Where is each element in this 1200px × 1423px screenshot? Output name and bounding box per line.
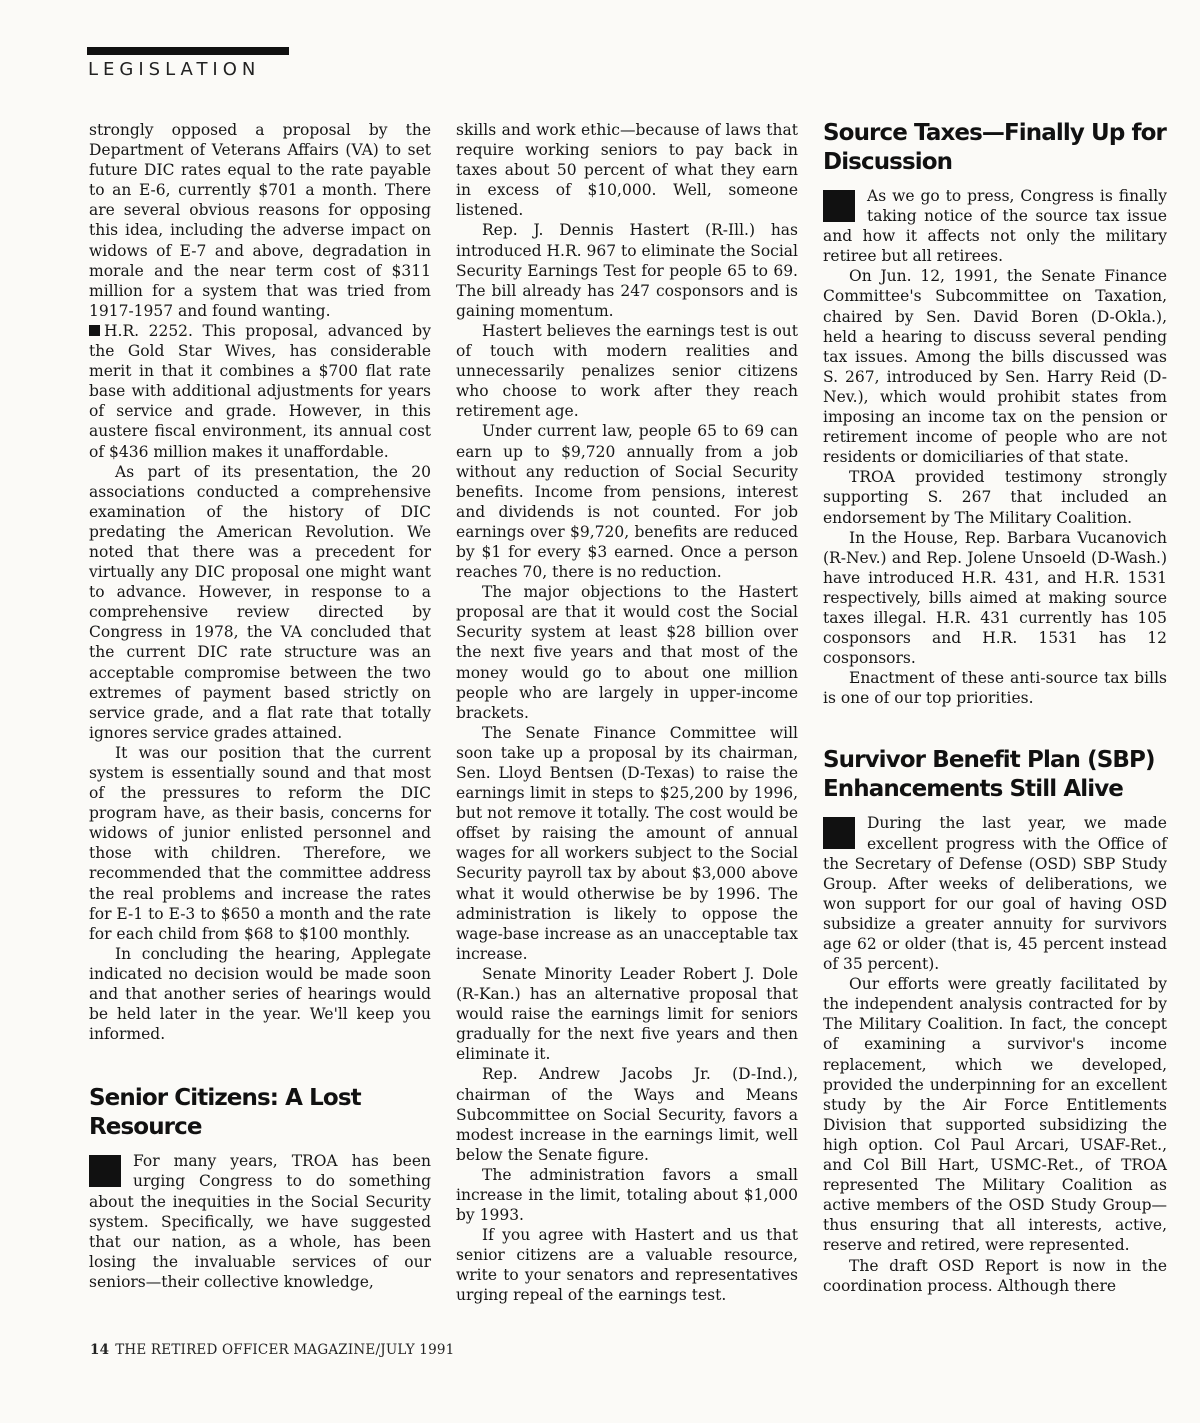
paragraph: skills and work ethic—because of laws that require working seniors to pay back in taxes about 50 percent of what they earn in excess of $10,000. Well, someone listened.: [456, 121, 798, 220]
paragraph: Rep. J. Dennis Hastert (R-Ill.) has introduced H.R. 967 to eliminate the Social Security Earnings Test for people 65 to 69. The bill already has 247 cosponsors and is gaining momentum.: [456, 221, 798, 320]
paragraph: If you agree with Hastert and us that senior citizens are a valuable resource, write to your senators and representatives urging repeal of the earnings test.: [456, 1226, 798, 1305]
paragraph: Our efforts were greatly facilitated by the independent analysis contracted for by The Military Coalition. In fact, the concept of examining a survivor's income replacement, which we developed, provided the underpinning for an excellent study by the Air Force Entitlements Division that supported subsidizing the high option. Col Paul Arcari, USAF-Ret., and Col Bill Hart, USMC-Ret., of TROA represented The Military Coalition as active members of the OSD Study Group—thus ensuring that all interests, active, reserve and retired, were represented.: [823, 975, 1167, 1255]
paragraph: [823, 813, 1167, 974]
paragraph-text: During the last year, we made excellent progress with the Office of the Secretary of Defense (OSD) SBP Study Group. After weeks of deliberations, we won support for our goal of having OSD subsidize a greater annuity for survivors age 62 or older (that is, 45 percent instead of 35 percent).: [823, 814, 1167, 974]
paragraph-text: For many years, TROA has been urging Congress to do something about the inequities in the Social Security system. Specifically, we have suggested that our nation, as a whole, has been losing the invaluable services of our seniors—their collective knowledge,: [89, 1152, 431, 1291]
paragraph: The draft OSD Report is now in the coordination process. Although there: [823, 1256, 1167, 1295]
column-3: [823, 119, 1167, 1296]
paragraph-text: H.R. 2252. This proposal, advanced by the Gold Star Wives, has considerable merit in that it combines a $700 flat rate base with additional adjustments for years of service and grade. However, in this austere fiscal environment, its annual cost of $436 million makes it unaffordable.: [89, 321, 431, 461]
paragraph: TROA provided testimony strongly supporting S. 267 that included an endorsement by The Military Coalition.: [823, 468, 1167, 527]
paragraph: The Senate Finance Committee will soon take up a proposal by its chairman, Sen. Lloyd Bentsen (D-Texas) to raise the earnings limit in steps to $25,200 by 1996, but not remove it totally. The cost would be offset by raising the amount of annual wages for all workers subject to the Social Security payroll tax by about $3,000 above what it would otherwise be by 1996. The administration is likely to oppose the wage-base increase as an unacceptable tax increase.: [456, 723, 798, 963]
paragraph: The major objections to the Hastert proposal are that it would cost the Social Security system at least $28 billion over the next five years and that most of the money would go to about one million people who are largely in upper-income brackets.: [456, 583, 798, 722]
paragraph: Rep. Andrew Jacobs Jr. (D-Ind.), chairman of the Ways and Means Subcommittee on Social Security, favors a modest increase in the earnings limit, well below the Senate figure.: [456, 1065, 798, 1164]
section-heading: Senior Citizens: A Lost Resource: [89, 1085, 361, 1141]
paragraph: [89, 1151, 431, 1292]
paragraph: strongly opposed a proposal by the Department of Veterans Affairs (VA) to set future DIC rates equal to the rate payable to an E-6, currently $701 a month. There are several obvious reasons for opposing this idea, including the adverse impact on widows of E-7 and above, degradation in morale and the near term cost of $311 million for a system that was tried from 1917-1957 and found wanting.: [89, 121, 431, 320]
column-1: [89, 120, 431, 1292]
paragraph-text: As we go to press, Congress is finally taking notice of the source tax issue and how it affects not only the military retiree but all retirees.: [823, 187, 1167, 266]
publication-line: THE RETIRED OFFICER MAGAZINE/JULY 1991: [115, 1342, 455, 1358]
column-2: [456, 120, 798, 1306]
section-heading: Survivor Benefit Plan (SBP) Enhancements Still Alive: [823, 747, 1155, 803]
paragraph: The administration favors a small increase in the limit, totaling about $1,000 by 1993.: [456, 1165, 798, 1225]
section-heading: Source Taxes—Finally Up for Discussion: [823, 120, 1166, 175]
page-footer: [90, 1342, 454, 1358]
drop-square-icon: [823, 817, 855, 849]
section-rule: [87, 47, 289, 55]
paragraph: [89, 321, 431, 462]
paragraph: As part of its presentation, the 20 associations conducted a comprehensive examination of the history of DIC predating the American Revolution. We noted that there was a precedent for virtually any DIC proposal one might want to advance. However, in response to a comprehensive review directed by Congress in 1978, the VA concluded that the current DIC rate structure was an acceptable compromise between the two extremes of payment based strictly on service grade, and a flat rate that totally ignores service grades attained.: [89, 462, 431, 742]
drop-square-icon: [823, 190, 855, 222]
bullet-square-icon: [89, 325, 100, 336]
paragraph: It was our position that the current system is essentially sound and that most of the pressures to reform the DIC program have, as their basis, concerns for widows of junior enlisted personnel and those with children. Therefore, we recommended that the committee address the real problems and increase the rates for E-1 to E-3 to $650 a month and the rate for each child from $68 to $100 monthly.: [89, 743, 431, 943]
paragraph: Hastert believes the earnings test is out of touch with modern realities and unnecessarily penalizes senior citizens who choose to work after they reach retirement age.: [456, 321, 798, 421]
paragraph: In the House, Rep. Barbara Vucanovich (R-Nev.) and Rep. Jolene Unsoeld (D-Wash.) have introduced H.R. 431, and H.R. 1531 respectively, bills aimed at making source taxes illegal. H.R. 431 currently has 105 cosponsors and H.R. 1531 has 12 cosponsors.: [823, 528, 1167, 668]
paragraph: Senate Minority Leader Robert J. Dole (R-Kan.) has an alternative proposal that would raise the earnings limit for seniors gradually for the next five years and then eliminate it.: [456, 964, 798, 1064]
drop-square-icon: [89, 1155, 121, 1187]
paragraph: In concluding the hearing, Applegate indicated no decision would be made soon and that another series of hearings would be held later in the year. We'll keep you informed.: [89, 944, 431, 1044]
paragraph: On Jun. 12, 1991, the Senate Finance Committee's Subcommittee on Taxation, chaired by Sen. David Boren (D-Okla.), held a hearing to discuss several pending tax issues. Among the bills discussed was S. 267, introduced by Sen. Harry Reid (D-Nev.), which would prohibit states from imposing an income tax on the pension or retirement income of people who are not residents or domiciliaries of that state.: [823, 267, 1167, 467]
section-label: LEGISLATION: [88, 59, 261, 80]
paragraph: Under current law, people 65 to 69 can earn up to $9,720 annually from a job without any reduction of Social Security benefits. Income from pensions, interest and dividends is not counted. For job earnings over $9,720, benefits are reduced by $1 for every $3 earned. Once a person reaches 70, there is no reduction.: [456, 422, 798, 582]
page-number: 14: [90, 1342, 110, 1358]
paragraph: Enactment of these anti-source tax bills is one of our top priorities.: [823, 669, 1167, 708]
paragraph: [823, 186, 1167, 266]
